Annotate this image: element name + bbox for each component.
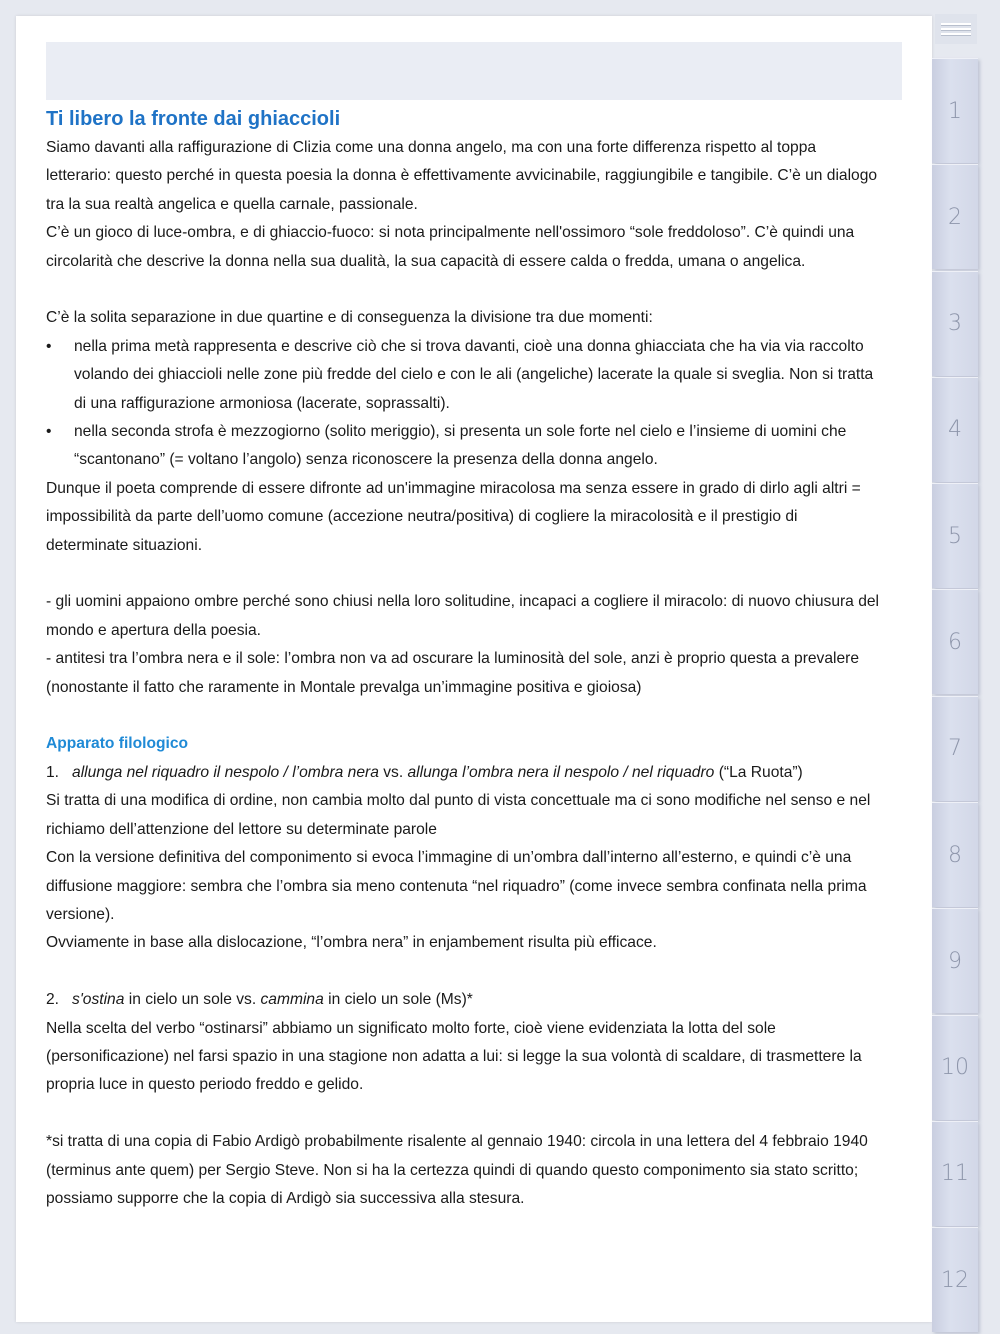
bullet-item [46, 418, 882, 475]
hamburger-menu-icon[interactable] [935, 14, 977, 44]
intro-paragraph-2: C’è un gioco di luce-ombra, e di ghiaccio-fuoco: si nota principalmente nell'ossimoro “sole freddoloso”. C’è quindi una circolarità che descrive la donna nella sua dualità, la sua capacità di essere calda o fredda, umana o angelica. [46, 224, 855, 270]
item1-paragraph-2: Con la versione definitiva del componimento si evoca l’immagine di un’ombra dall’interno all’esterno, e quindi c’è una diffusione maggiore: sembra che l’ombra sia meno contenuta “nel riquadro” (come invece sembra confinata nella prima versione). [46, 849, 867, 923]
item2-text-a: in cielo un sole vs. [124, 991, 261, 1009]
page-tab-9[interactable]: 9 [932, 908, 978, 1013]
verb-a: s'ostina [72, 991, 125, 1009]
page-tabs [932, 58, 978, 1334]
item-number: 2. [46, 991, 60, 1009]
variant-b: allunga l’ombra nera il nespolo / nel riquadro [407, 763, 715, 781]
item1-paragraph-1: Si tratta di una modifica di ordine, non cambia molto dal punto di vista concettuale ma ci sono modifiche nel senso e nel richiamo dell’attenzione del lettore su determinate parole [46, 792, 871, 838]
footnote: *si tratta di una copia di Fabio Ardigò probabilmente risalente al gennaio 1940: circola in una lettera del 4 febbraio 1940 (terminus ante quem) per Sergio Steve. Non si ha la certezza quindi di quando questo componimento sia stato scritto; possiamo supporre che la copia di Ardigò sia successiva alla stesura. [46, 1133, 868, 1207]
note-1: - gli uomini appaiono ombre perché sono chiusi nella loro solitudine, incapaci a cogliere il miracolo: di nuovo chiusura del mondo e apertura della poesia. [46, 593, 880, 639]
page-tab-6[interactable]: 6 [932, 589, 978, 694]
page-tab-1[interactable]: 1 [932, 58, 978, 163]
bullet-text: nella prima metà rappresenta e descrive ciò che si trova davanti, cioè una donna ghiacciata che ha via via raccolto volando dei ghiaccioli nelle zone più fredde del cielo e con le ali (angeliche) lacerate la quale si sveglia. Non si tratta di una raffigurazione armoniosa (lacerate, soprassalti). [74, 337, 874, 412]
vs-text: vs. [378, 763, 408, 781]
page-tab-11[interactable]: 11 [932, 1121, 978, 1226]
item-number: 1. [46, 763, 60, 781]
page-tab-4[interactable]: 4 [932, 377, 978, 482]
structure-intro: C’è la solita separazione in due quartine e di conseguenza la divisione tra due momenti: [46, 309, 653, 327]
page-tab-3[interactable]: 3 [932, 271, 978, 376]
philology-item-1 [46, 759, 882, 787]
variant-source: (“La Ruota”) [714, 763, 803, 781]
variant-a: allunga nel riquadro il nespolo / l’ombra nera [72, 763, 379, 781]
note-2: - antitesi tra l’ombra nera e il sole: l’ombra non va ad oscurare la luminosità del sole, anzi è proprio questa a prevalere (nonostante il fatto che raramente in Montale prevalga un’immagine positiva e gioiosa) [46, 650, 860, 696]
page-tab-5[interactable]: 5 [932, 483, 978, 588]
item2-paragraph: Nella scelta del verbo “ostinarsi” abbiamo un significato molto forte, cioè viene evidenziata la lotta del sole (personificazione) nel farsi spazio in una stagione non adatta a lui: si legge la sua volontà di scaldare, di trasmettere la propria luce in questo periodo freddo e gelido. [46, 1019, 862, 1094]
bullet-icon: • [46, 337, 52, 355]
page-tab-8[interactable]: 8 [932, 802, 978, 907]
intro-paragraph-1: Siamo davanti alla raffigurazione di Clizia come una donna angelo, ma con una forte differenza rispetto al toppa letterario: questo perché in questa poesia la donna è effettivamente avvicinabile, raggiungibile e tangibile. C’è un dialogo tra la sua realtà angelica e quella carnale, passionale. [46, 139, 878, 213]
header-band [46, 42, 902, 100]
item2-text-b: in cielo un sole (Ms)* [323, 991, 473, 1009]
philology-item-2 [46, 986, 882, 1014]
document-title: Ti libero la fronte dai ghiaccioli [46, 108, 341, 130]
conclusion-paragraph: Dunque il poeta comprende di essere difronte ad un'immagine miracolosa ma senza essere in grado di dirlo agli altri = impossibilità da parte dell’uomo comune (accezione neutra/positiva) di cogliere la miracolosità e il prestigio di determinate situazioni. [46, 479, 861, 554]
bullet-text: nella seconda strofa è mezzogiorno (solito meriggio), si presenta un sole forte nel cielo e l’insieme di uomini che “scantonano” (= voltano l’angolo) senza riconoscere la presenza della donna angelo. [74, 423, 847, 469]
bullet-item [46, 333, 882, 418]
section-heading: Apparato filologico [46, 735, 189, 753]
item1-paragraph-3: Ovviamente in base alla dislocazione, “l’ombra nera” in enjambement risulta più efficace. [46, 934, 657, 952]
page-tab-10[interactable]: 10 [932, 1015, 978, 1120]
document-content [46, 104, 882, 1213]
verb-b: cammina [260, 991, 324, 1009]
page-tab-2[interactable]: 2 [932, 164, 978, 269]
bullet-icon: • [46, 423, 52, 441]
page-tab-12[interactable]: 12 [932, 1227, 978, 1332]
page-tab-7[interactable]: 7 [932, 696, 978, 801]
